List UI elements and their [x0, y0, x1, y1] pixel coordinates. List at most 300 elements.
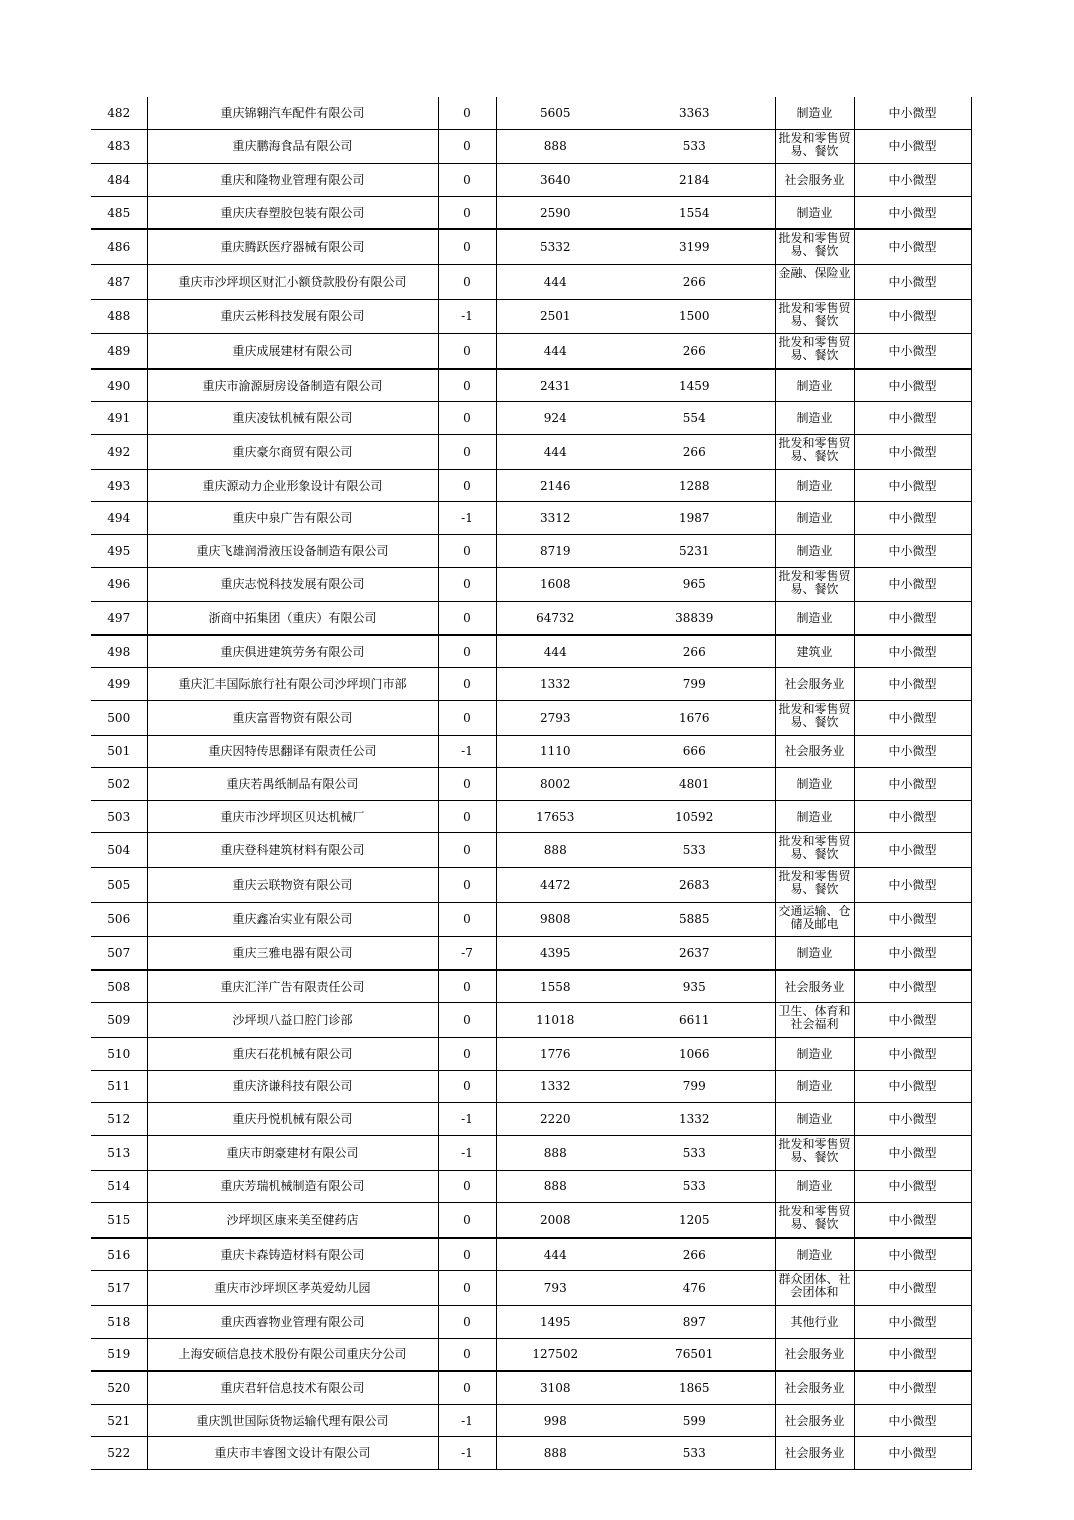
enterprise-size-cell: 中小微型	[854, 1371, 971, 1404]
industry-cell	[775, 868, 854, 903]
value-2-cell: 2637	[614, 937, 775, 970]
change-cell: 0	[438, 97, 496, 129]
company-name-cell: 重庆市渝源厨房设备制造有限公司	[147, 369, 438, 402]
row-index-cell: 487	[91, 265, 147, 300]
value-1-cell: 8002	[496, 768, 614, 801]
value-1-cell: 3640	[496, 164, 614, 197]
enterprise-size-cell: 中小微型	[854, 97, 971, 129]
change-cell: 0	[438, 164, 496, 197]
row-index-cell: 496	[91, 567, 147, 602]
table-row	[91, 1371, 971, 1404]
value-2-cell: 666	[614, 735, 775, 768]
value-2-cell: 76501	[614, 1338, 775, 1371]
industry-label: 群众团体、社会团体和	[778, 1273, 851, 1300]
row-index-cell: 502	[91, 768, 147, 801]
row-index-cell: 516	[91, 1238, 147, 1271]
change-cell: 0	[438, 902, 496, 937]
row-index-cell: 509	[91, 1003, 147, 1038]
table-row	[91, 1038, 971, 1071]
value-2-cell: 2184	[614, 164, 775, 197]
value-1-cell: 444	[496, 1238, 614, 1271]
change-cell: 0	[438, 1338, 496, 1371]
row-index-cell: 503	[91, 800, 147, 833]
value-1-cell: 888	[496, 1135, 614, 1170]
industry-cell: 制造业	[775, 1170, 854, 1203]
value-2-cell: 5231	[614, 534, 775, 567]
industry-cell: 制造业	[775, 196, 854, 229]
enterprise-size-cell: 中小微型	[854, 833, 971, 868]
company-name-cell: 重庆飞雄润滑液压设备制造有限公司	[147, 534, 438, 567]
table-row	[91, 97, 971, 129]
industry-cell	[775, 334, 854, 369]
row-index-cell: 488	[91, 299, 147, 334]
value-2-cell: 554	[614, 402, 775, 435]
industry-cell: 制造业	[775, 937, 854, 970]
value-2-cell: 3363	[614, 97, 775, 129]
industry-label: 交通运输、仓储及邮电	[778, 904, 851, 931]
table-row	[91, 700, 971, 735]
change-cell: 0	[438, 1070, 496, 1103]
company-name-cell: 重庆登科建筑材料有限公司	[147, 833, 438, 868]
row-index-cell: 491	[91, 402, 147, 435]
table-row	[91, 299, 971, 334]
row-index-cell: 499	[91, 668, 147, 701]
enterprise-size-cell: 中小微型	[854, 567, 971, 602]
table-row	[91, 402, 971, 435]
change-cell: 0	[438, 567, 496, 602]
industry-label: 卫生、体育和社会福利	[778, 1005, 851, 1032]
table-row	[91, 534, 971, 567]
company-name-cell: 重庆市沙坪坝区财汇小额贷款股份有限公司	[147, 265, 438, 300]
value-1-cell: 444	[496, 265, 614, 300]
row-index-cell: 504	[91, 833, 147, 868]
industry-label: 批发和零售贸易、餐饮	[778, 569, 851, 596]
enterprise-size-cell: 中小微型	[854, 265, 971, 300]
industry-cell: 社会服务业	[775, 970, 854, 1003]
row-index-cell: 513	[91, 1135, 147, 1170]
enterprise-table	[91, 97, 972, 1470]
table-row	[91, 1103, 971, 1136]
value-2-cell: 1332	[614, 1103, 775, 1136]
value-2-cell: 2683	[614, 868, 775, 903]
industry-cell: 制造业	[775, 402, 854, 435]
value-2-cell: 1987	[614, 502, 775, 535]
table-row	[91, 833, 971, 868]
enterprise-size-cell: 中小微型	[854, 1305, 971, 1338]
change-cell: 0	[438, 800, 496, 833]
table-row	[91, 800, 971, 833]
table-row	[91, 1271, 971, 1306]
change-cell: 0	[438, 868, 496, 903]
industry-cell: 制造业	[775, 469, 854, 502]
change-cell: 0	[438, 1038, 496, 1071]
value-1-cell: 9808	[496, 902, 614, 937]
enterprise-size-cell: 中小微型	[854, 229, 971, 264]
value-1-cell: 64732	[496, 602, 614, 635]
value-1-cell: 888	[496, 833, 614, 868]
row-index-cell: 483	[91, 129, 147, 164]
enterprise-size-cell: 中小微型	[854, 937, 971, 970]
company-name-cell: 重庆市丰睿图文设计有限公司	[147, 1437, 438, 1470]
company-name-cell: 重庆成展建材有限公司	[147, 334, 438, 369]
value-2-cell: 965	[614, 567, 775, 602]
value-2-cell: 1676	[614, 700, 775, 735]
enterprise-size-cell: 中小微型	[854, 196, 971, 229]
row-index-cell: 495	[91, 534, 147, 567]
enterprise-size-cell: 中小微型	[854, 1338, 971, 1371]
industry-cell	[775, 567, 854, 602]
table-row	[91, 970, 971, 1003]
company-name-cell: 重庆锦翱汽车配件有限公司	[147, 97, 438, 129]
value-2-cell: 266	[614, 635, 775, 668]
industry-cell	[775, 1003, 854, 1038]
industry-cell	[775, 435, 854, 470]
row-index-cell: 508	[91, 970, 147, 1003]
value-1-cell: 1558	[496, 970, 614, 1003]
table-row	[91, 469, 971, 502]
value-1-cell: 1332	[496, 1070, 614, 1103]
row-index-cell: 511	[91, 1070, 147, 1103]
table-row	[91, 567, 971, 602]
enterprise-size-cell: 中小微型	[854, 1135, 971, 1170]
enterprise-size-cell: 中小微型	[854, 534, 971, 567]
value-2-cell: 266	[614, 1238, 775, 1271]
value-2-cell: 1288	[614, 469, 775, 502]
row-index-cell: 518	[91, 1305, 147, 1338]
row-index-cell: 482	[91, 97, 147, 129]
enterprise-size-cell: 中小微型	[854, 502, 971, 535]
row-index-cell: 505	[91, 868, 147, 903]
company-name-cell: 重庆云联物资有限公司	[147, 868, 438, 903]
change-cell: 0	[438, 833, 496, 868]
industry-cell: 社会服务业	[775, 164, 854, 197]
table-row	[91, 1203, 971, 1238]
enterprise-size-cell: 中小微型	[854, 602, 971, 635]
value-1-cell: 2431	[496, 369, 614, 402]
change-cell: 0	[438, 435, 496, 470]
industry-cell	[775, 1271, 854, 1306]
enterprise-size-cell: 中小微型	[854, 768, 971, 801]
row-index-cell: 501	[91, 735, 147, 768]
value-1-cell: 2220	[496, 1103, 614, 1136]
row-index-cell: 485	[91, 196, 147, 229]
change-cell: -1	[438, 502, 496, 535]
change-cell: 0	[438, 369, 496, 402]
value-1-cell: 3108	[496, 1371, 614, 1404]
industry-cell: 制造业	[775, 602, 854, 635]
company-name-cell: 重庆腾跃医疗器械有限公司	[147, 229, 438, 264]
company-name-cell: 重庆鑫冶实业有限公司	[147, 902, 438, 937]
row-index-cell: 500	[91, 700, 147, 735]
value-1-cell: 1608	[496, 567, 614, 602]
enterprise-size-cell: 中小微型	[854, 1404, 971, 1437]
value-1-cell: 1495	[496, 1305, 614, 1338]
industry-cell: 社会服务业	[775, 1437, 854, 1470]
row-index-cell: 484	[91, 164, 147, 197]
change-cell: 0	[438, 768, 496, 801]
industry-cell	[775, 299, 854, 334]
row-index-cell: 517	[91, 1271, 147, 1306]
company-name-cell: 重庆鹏海食品有限公司	[147, 129, 438, 164]
table-row	[91, 502, 971, 535]
industry-cell	[775, 129, 854, 164]
enterprise-size-cell: 中小微型	[854, 164, 971, 197]
enterprise-size-cell: 中小微型	[854, 700, 971, 735]
table-row	[91, 334, 971, 369]
industry-label: 批发和零售贸易、餐饮	[778, 1205, 851, 1232]
enterprise-size-cell: 中小微型	[854, 1003, 971, 1038]
value-2-cell: 1500	[614, 299, 775, 334]
value-1-cell: 11018	[496, 1003, 614, 1038]
change-cell: -1	[438, 299, 496, 334]
industry-label: 批发和零售贸易、餐饮	[778, 835, 851, 862]
enterprise-size-cell: 中小微型	[854, 369, 971, 402]
change-cell: 0	[438, 196, 496, 229]
industry-cell: 制造业	[775, 534, 854, 567]
industry-cell: 社会服务业	[775, 735, 854, 768]
value-1-cell: 4472	[496, 868, 614, 903]
enterprise-size-cell: 中小微型	[854, 1170, 971, 1203]
row-index-cell: 521	[91, 1404, 147, 1437]
company-name-cell: 上海安硕信息技术股份有限公司重庆分公司	[147, 1338, 438, 1371]
row-index-cell: 489	[91, 334, 147, 369]
value-2-cell: 1554	[614, 196, 775, 229]
table-row	[91, 1003, 971, 1038]
value-2-cell: 6611	[614, 1003, 775, 1038]
row-index-cell: 522	[91, 1437, 147, 1470]
value-2-cell: 599	[614, 1404, 775, 1437]
industry-label: 批发和零售贸易、餐饮	[778, 301, 851, 328]
table-row	[91, 229, 971, 264]
change-cell: -1	[438, 735, 496, 768]
value-2-cell: 266	[614, 435, 775, 470]
company-name-cell: 重庆和隆物业管理有限公司	[147, 164, 438, 197]
company-name-cell: 重庆三雅电器有限公司	[147, 937, 438, 970]
table-row	[91, 435, 971, 470]
table-row	[91, 369, 971, 402]
industry-cell: 制造业	[775, 1070, 854, 1103]
row-index-cell: 493	[91, 469, 147, 502]
value-1-cell: 444	[496, 334, 614, 369]
industry-label: 批发和零售贸易、餐饮	[778, 1137, 851, 1164]
row-index-cell: 497	[91, 602, 147, 635]
company-name-cell: 重庆市朗豪建材有限公司	[147, 1135, 438, 1170]
value-1-cell: 127502	[496, 1338, 614, 1371]
row-index-cell: 510	[91, 1038, 147, 1071]
enterprise-size-cell: 中小微型	[854, 868, 971, 903]
value-1-cell: 444	[496, 635, 614, 668]
company-name-cell: 重庆志悦科技发展有限公司	[147, 567, 438, 602]
row-index-cell: 519	[91, 1338, 147, 1371]
table-row	[91, 602, 971, 635]
row-index-cell: 486	[91, 229, 147, 264]
value-2-cell: 533	[614, 1135, 775, 1170]
company-name-cell: 沙坪坝八益口腔门诊部	[147, 1003, 438, 1038]
change-cell: -1	[438, 1135, 496, 1170]
value-2-cell: 1066	[614, 1038, 775, 1071]
table-row	[91, 768, 971, 801]
value-1-cell: 8719	[496, 534, 614, 567]
change-cell: 0	[438, 1238, 496, 1271]
enterprise-size-cell: 中小微型	[854, 334, 971, 369]
company-name-cell: 重庆市沙坪坝区孝英爱幼儿园	[147, 1271, 438, 1306]
industry-cell: 制造业	[775, 1038, 854, 1071]
enterprise-size-cell: 中小微型	[854, 635, 971, 668]
company-name-cell: 重庆西睿物业管理有限公司	[147, 1305, 438, 1338]
industry-label: 批发和零售贸易、餐饮	[778, 702, 851, 729]
value-2-cell: 4801	[614, 768, 775, 801]
industry-label: 批发和零售贸易、餐饮	[778, 336, 851, 363]
table-row	[91, 868, 971, 903]
table-body	[91, 97, 971, 1469]
enterprise-size-cell: 中小微型	[854, 735, 971, 768]
row-index-cell: 490	[91, 369, 147, 402]
value-1-cell: 924	[496, 402, 614, 435]
table-row	[91, 1338, 971, 1371]
value-2-cell: 533	[614, 1437, 775, 1470]
enterprise-size-cell: 中小微型	[854, 1437, 971, 1470]
company-name-cell: 重庆中泉广告有限公司	[147, 502, 438, 535]
table-row	[91, 937, 971, 970]
industry-cell: 社会服务业	[775, 1371, 854, 1404]
company-name-cell: 重庆芳瑞机械制造有限公司	[147, 1170, 438, 1203]
change-cell: 0	[438, 1305, 496, 1338]
table-row	[91, 1135, 971, 1170]
enterprise-size-cell: 中小微型	[854, 970, 971, 1003]
value-1-cell: 888	[496, 129, 614, 164]
value-2-cell: 799	[614, 1070, 775, 1103]
change-cell: 0	[438, 469, 496, 502]
table-row	[91, 1305, 971, 1338]
table-row	[91, 1238, 971, 1271]
table-row	[91, 1404, 971, 1437]
industry-label: 批发和零售贸易、餐饮	[778, 232, 851, 259]
enterprise-size-cell: 中小微型	[854, 1038, 971, 1071]
value-2-cell: 266	[614, 265, 775, 300]
change-cell: 0	[438, 970, 496, 1003]
industry-cell: 制造业	[775, 768, 854, 801]
enterprise-size-cell: 中小微型	[854, 1271, 971, 1306]
company-name-cell: 重庆豪尔商贸有限公司	[147, 435, 438, 470]
value-1-cell: 5332	[496, 229, 614, 264]
industry-cell: 制造业	[775, 800, 854, 833]
change-cell: 0	[438, 534, 496, 567]
enterprise-size-cell: 中小微型	[854, 469, 971, 502]
value-2-cell: 533	[614, 833, 775, 868]
value-2-cell: 1459	[614, 369, 775, 402]
table-row	[91, 129, 971, 164]
value-1-cell: 2008	[496, 1203, 614, 1238]
table-row	[91, 1070, 971, 1103]
industry-label: 批发和零售贸易、餐饮	[778, 437, 851, 464]
company-name-cell: 重庆石花机械有限公司	[147, 1038, 438, 1071]
value-2-cell: 1865	[614, 1371, 775, 1404]
change-cell: 0	[438, 668, 496, 701]
value-1-cell: 444	[496, 435, 614, 470]
company-name-cell: 重庆云彬科技发展有限公司	[147, 299, 438, 334]
table-row	[91, 902, 971, 937]
value-1-cell: 3312	[496, 502, 614, 535]
table-row	[91, 196, 971, 229]
value-2-cell: 266	[614, 334, 775, 369]
table-row	[91, 164, 971, 197]
value-2-cell: 897	[614, 1305, 775, 1338]
value-2-cell: 533	[614, 129, 775, 164]
enterprise-size-cell: 中小微型	[854, 299, 971, 334]
industry-cell	[775, 229, 854, 264]
change-cell: -1	[438, 1404, 496, 1437]
industry-label: 金融、保险业	[778, 267, 851, 281]
value-1-cell: 2590	[496, 196, 614, 229]
enterprise-size-cell: 中小微型	[854, 902, 971, 937]
row-index-cell: 498	[91, 635, 147, 668]
company-name-cell: 重庆丹悦机械有限公司	[147, 1103, 438, 1136]
enterprise-size-cell: 中小微型	[854, 1203, 971, 1238]
row-index-cell: 507	[91, 937, 147, 970]
value-1-cell: 1332	[496, 668, 614, 701]
enterprise-size-cell: 中小微型	[854, 668, 971, 701]
value-2-cell: 1205	[614, 1203, 775, 1238]
industry-cell: 社会服务业	[775, 1338, 854, 1371]
enterprise-size-cell: 中小微型	[854, 402, 971, 435]
row-index-cell: 492	[91, 435, 147, 470]
value-2-cell: 38839	[614, 602, 775, 635]
table-row	[91, 1170, 971, 1203]
company-name-cell: 重庆俱进建筑劳务有限公司	[147, 635, 438, 668]
row-index-cell: 494	[91, 502, 147, 535]
industry-cell: 制造业	[775, 97, 854, 129]
enterprise-size-cell: 中小微型	[854, 1238, 971, 1271]
company-name-cell: 重庆济谦科技有限公司	[147, 1070, 438, 1103]
company-name-cell: 重庆市沙坪坝区贝达机械厂	[147, 800, 438, 833]
industry-cell: 制造业	[775, 1103, 854, 1136]
value-1-cell: 888	[496, 1437, 614, 1470]
value-2-cell: 3199	[614, 229, 775, 264]
value-1-cell: 2501	[496, 299, 614, 334]
industry-cell: 制造业	[775, 369, 854, 402]
value-1-cell: 888	[496, 1170, 614, 1203]
value-1-cell: 1110	[496, 735, 614, 768]
industry-label: 批发和零售贸易、餐饮	[778, 131, 851, 158]
value-1-cell: 4395	[496, 937, 614, 970]
change-cell: 0	[438, 1003, 496, 1038]
change-cell: 0	[438, 1371, 496, 1404]
table-row	[91, 1437, 971, 1470]
change-cell: -1	[438, 1437, 496, 1470]
company-name-cell: 重庆汇洋广告有限责任公司	[147, 970, 438, 1003]
change-cell: 0	[438, 635, 496, 668]
company-name-cell: 重庆源动力企业形象设计有限公司	[147, 469, 438, 502]
company-name-cell: 重庆因特传思翻译有限责任公司	[147, 735, 438, 768]
value-2-cell: 476	[614, 1271, 775, 1306]
company-name-cell: 重庆富晋物资有限公司	[147, 700, 438, 735]
enterprise-size-cell: 中小微型	[854, 129, 971, 164]
company-name-cell: 重庆凌钛机械有限公司	[147, 402, 438, 435]
table-row	[91, 668, 971, 701]
enterprise-size-cell: 中小微型	[854, 800, 971, 833]
industry-cell: 制造业	[775, 502, 854, 535]
change-cell: 0	[438, 602, 496, 635]
company-name-cell: 重庆若禺纸制品有限公司	[147, 768, 438, 801]
company-name-cell: 重庆君轩信息技术有限公司	[147, 1371, 438, 1404]
industry-cell: 制造业	[775, 1238, 854, 1271]
industry-cell	[775, 700, 854, 735]
value-2-cell: 935	[614, 970, 775, 1003]
table-row	[91, 635, 971, 668]
industry-cell	[775, 265, 854, 300]
value-1-cell: 998	[496, 1404, 614, 1437]
industry-cell	[775, 833, 854, 868]
